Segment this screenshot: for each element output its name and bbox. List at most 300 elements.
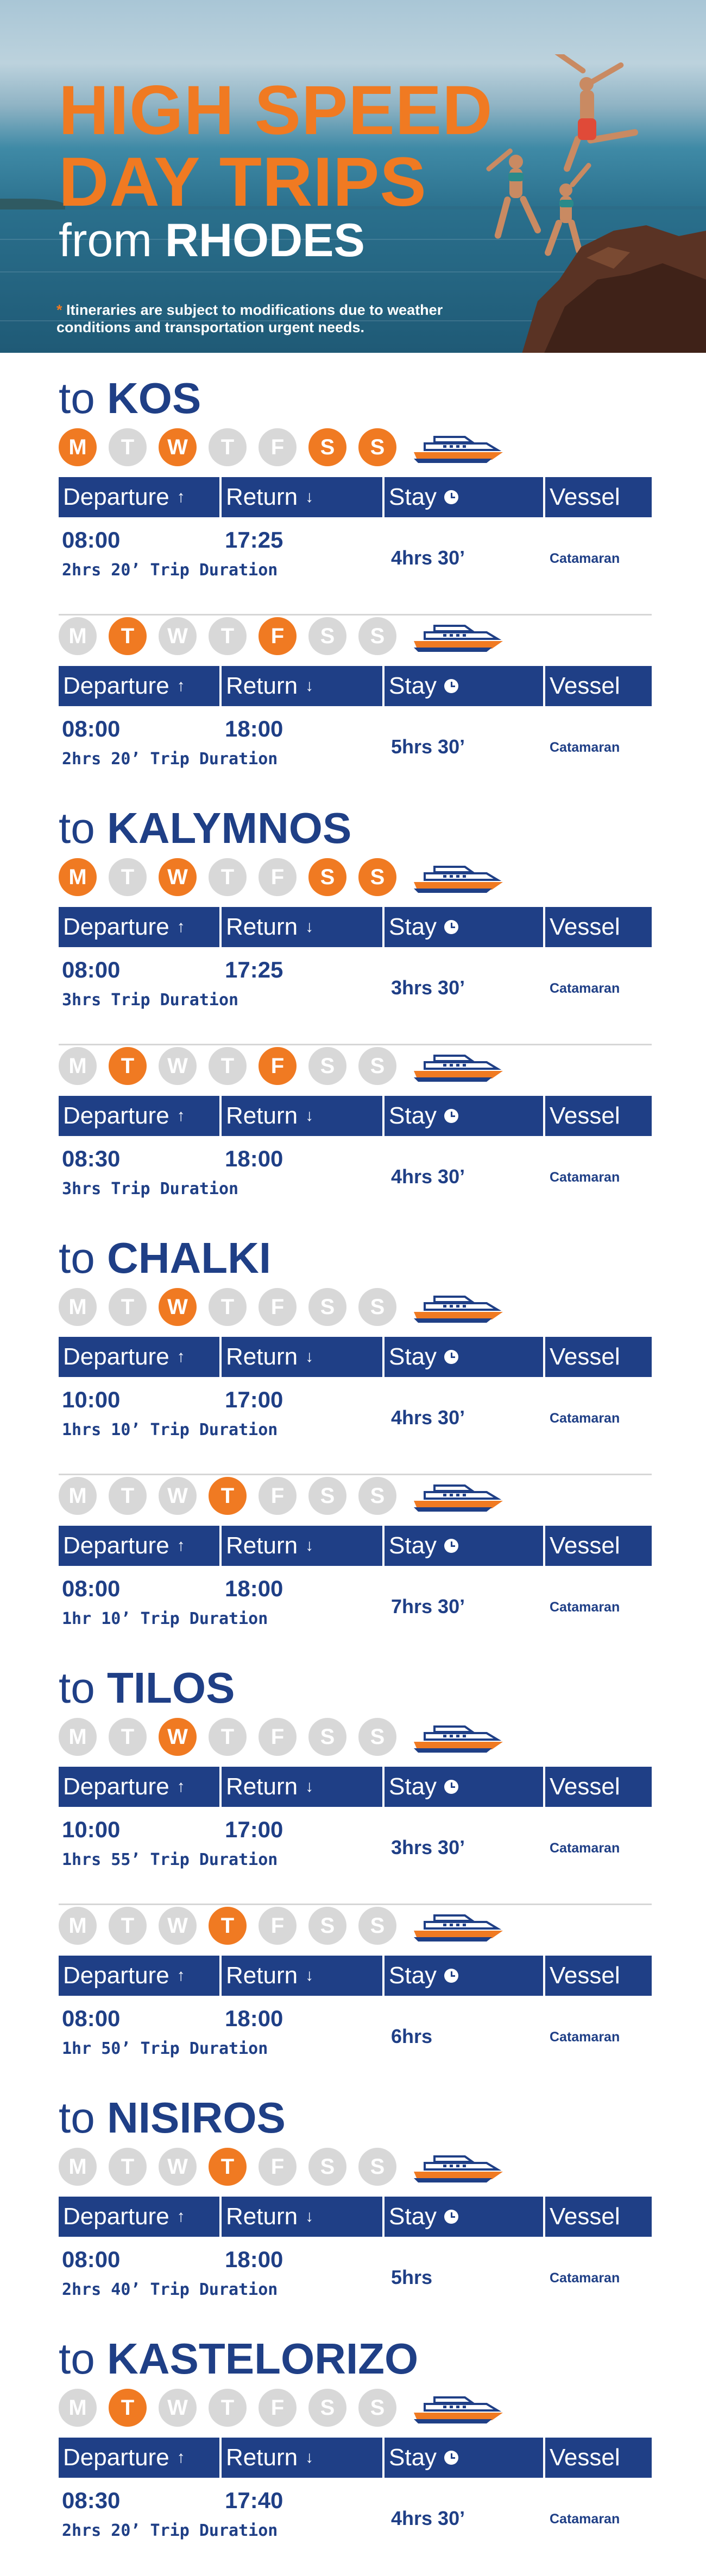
vessel-header xyxy=(545,477,652,517)
return-time: 18:00 xyxy=(225,1576,283,1601)
catamaran-icon xyxy=(411,1477,507,1515)
schedule-row xyxy=(59,1576,652,1635)
stay-duration: 3hrs 30’ xyxy=(391,1836,465,1858)
destination-prefix: to xyxy=(59,804,95,852)
hero-title-line1: HIGH SPEED xyxy=(59,72,493,149)
arrow-up-icon: ↑ xyxy=(177,918,185,936)
catamaran-icon xyxy=(411,428,507,466)
day-t-active: T xyxy=(209,1477,247,1515)
destination-name: KASTELORIZO xyxy=(106,2334,419,2383)
arrow-down-icon: ↓ xyxy=(305,1537,314,1555)
destination-section xyxy=(59,1234,652,1664)
day-f-inactive: F xyxy=(259,1477,297,1515)
return-header xyxy=(222,1767,384,1807)
return-label: Return xyxy=(226,1962,298,1989)
stay-header xyxy=(384,1956,545,1996)
day-t-active: T xyxy=(209,1907,247,1945)
stay-label: Stay xyxy=(389,1773,437,1800)
destination-section xyxy=(59,2335,652,2576)
day-s-inactive: S xyxy=(308,1477,346,1515)
departure-header xyxy=(59,2197,222,2237)
vessel-label: Vessel xyxy=(550,2203,620,2230)
weekday-selector xyxy=(59,1905,507,1946)
destination-title xyxy=(59,375,652,427)
departure-time: 08:00 xyxy=(62,2006,121,2031)
schedule-table-header xyxy=(59,1526,652,1566)
destination-name: KOS xyxy=(106,374,201,422)
clock-icon xyxy=(444,1350,458,1364)
trip-duration: 1hrs 55’ Trip Duration xyxy=(62,1850,278,1869)
day-m-active: M xyxy=(59,858,97,896)
day-t-inactive: T xyxy=(109,1477,147,1515)
vessel-type: Catamaran xyxy=(550,1600,620,1615)
trip-block xyxy=(59,1475,652,1664)
destination-prefix: to xyxy=(59,1234,95,1282)
schedule-table-header xyxy=(59,666,652,706)
day-m-inactive: M xyxy=(59,1477,97,1515)
vessel-label: Vessel xyxy=(550,913,620,940)
departure-label: Departure xyxy=(63,1962,169,1989)
day-t-active: T xyxy=(109,2389,147,2427)
stay-header xyxy=(384,2197,545,2237)
arrow-down-icon: ↓ xyxy=(305,1348,314,1366)
note-text: Itineraries are subject to modifications due to weather conditions and transportation urgent needs. xyxy=(56,302,443,335)
schedule-table-header xyxy=(59,2197,652,2237)
vessel-label: Vessel xyxy=(550,672,620,699)
vessel-header xyxy=(545,1767,652,1807)
vessel-type: Catamaran xyxy=(550,2270,620,2286)
schedule-row xyxy=(59,1387,652,1446)
day-w-inactive: W xyxy=(159,1047,197,1085)
day-w-inactive: W xyxy=(159,2389,197,2427)
vessel-type: Catamaran xyxy=(550,1411,620,1426)
stay-label: Stay xyxy=(389,1532,437,1559)
return-time: 17:00 xyxy=(225,1817,283,1842)
vessel-type: Catamaran xyxy=(550,2511,620,2527)
vessel-type: Catamaran xyxy=(550,1170,620,1185)
day-w-inactive: W xyxy=(159,1907,197,1945)
arrow-up-icon: ↑ xyxy=(177,2448,185,2466)
stay-duration: 6hrs xyxy=(391,2025,433,2047)
destination-name: CHALKI xyxy=(106,1234,272,1282)
clock-icon xyxy=(444,1969,458,1983)
stay-header xyxy=(384,1767,545,1807)
arrow-down-icon: ↓ xyxy=(305,488,314,506)
day-f-inactive: F xyxy=(259,1718,297,1756)
hero-subtitle-place: RHODES xyxy=(165,214,365,267)
stay-header xyxy=(384,477,545,517)
departure-header xyxy=(59,2438,222,2478)
schedule-row xyxy=(59,2006,652,2065)
catamaran-icon xyxy=(411,1907,507,1945)
day-t-inactive: T xyxy=(209,1288,247,1326)
stay-label: Stay xyxy=(389,1343,437,1370)
stay-label: Stay xyxy=(389,672,437,699)
arrow-up-icon: ↑ xyxy=(177,1537,185,1555)
day-t-inactive: T xyxy=(109,1907,147,1945)
stay-duration: 4hrs 30’ xyxy=(391,1165,465,1188)
day-w-active: W xyxy=(159,858,197,896)
return-header xyxy=(222,1956,384,1996)
vessel-type: Catamaran xyxy=(550,551,620,566)
departure-time: 08:30 xyxy=(62,1146,121,1171)
vessel-label: Vessel xyxy=(550,1773,620,1800)
destination-title xyxy=(59,1234,652,1286)
schedule-table-header xyxy=(59,2438,652,2478)
schedule-table-header xyxy=(59,1767,652,1807)
day-s-inactive: S xyxy=(358,1718,396,1756)
trip-block xyxy=(59,2387,652,2576)
stay-header xyxy=(384,666,545,706)
return-time: 18:00 xyxy=(225,2247,283,2272)
arrow-up-icon: ↑ xyxy=(177,488,185,506)
departure-label: Departure xyxy=(63,2444,169,2471)
trip-duration: 1hrs 10’ Trip Duration xyxy=(62,1420,278,1439)
trip-block xyxy=(59,856,652,1045)
departure-label: Departure xyxy=(63,1102,169,1129)
trip-block xyxy=(59,1286,652,1475)
stay-duration: 4hrs 30’ xyxy=(391,2507,465,2529)
departure-time: 10:00 xyxy=(62,1387,121,1412)
destination-title xyxy=(59,804,652,856)
departure-header xyxy=(59,666,222,706)
schedule-table-header xyxy=(59,907,652,947)
schedule-row xyxy=(59,2488,652,2547)
arrow-up-icon: ↑ xyxy=(177,2207,185,2225)
arrow-up-icon: ↑ xyxy=(177,1348,185,1366)
hero-subtitle xyxy=(59,214,365,267)
trip-duration: 3hrs Trip Duration xyxy=(62,1179,239,1198)
catamaran-icon xyxy=(411,1288,507,1326)
schedule-table-header xyxy=(59,477,652,517)
destination-section xyxy=(59,2094,652,2335)
hero-subtitle-from: from xyxy=(59,214,152,267)
vessel-header xyxy=(545,2197,652,2237)
day-m-active: M xyxy=(59,428,97,466)
catamaran-icon xyxy=(411,2148,507,2186)
destination-title xyxy=(59,2094,652,2146)
trip-duration: 1hr 10’ Trip Duration xyxy=(62,1609,268,1628)
weekday-selector xyxy=(59,2146,507,2187)
schedule-row xyxy=(59,2247,652,2306)
weekday-selector xyxy=(59,1716,507,1757)
day-f-inactive: F xyxy=(259,2148,297,2186)
day-t-inactive: T xyxy=(209,617,247,655)
day-t-active: T xyxy=(109,617,147,655)
day-t-inactive: T xyxy=(109,2148,147,2186)
arrow-down-icon: ↓ xyxy=(305,1778,314,1795)
day-s-inactive: S xyxy=(358,2389,396,2427)
stay-label: Stay xyxy=(389,2203,437,2230)
weekday-selector xyxy=(59,1286,507,1328)
departure-label: Departure xyxy=(63,913,169,940)
weekday-selector xyxy=(59,1045,507,1087)
schedule-row xyxy=(59,716,652,776)
day-t-inactive: T xyxy=(109,1288,147,1326)
stay-label: Stay xyxy=(389,1102,437,1129)
return-time: 18:00 xyxy=(225,716,283,741)
vessel-label: Vessel xyxy=(550,1532,620,1559)
return-header xyxy=(222,1096,384,1136)
day-t-inactive: T xyxy=(209,2389,247,2427)
day-s-inactive: S xyxy=(308,617,346,655)
trip-block xyxy=(59,427,652,616)
stay-header xyxy=(384,1526,545,1566)
return-label: Return xyxy=(226,484,298,510)
return-time: 17:00 xyxy=(225,1387,283,1412)
return-header xyxy=(222,666,384,706)
departure-label: Departure xyxy=(63,484,169,510)
clock-icon xyxy=(444,1780,458,1794)
trip-duration: 1hr 50’ Trip Duration xyxy=(62,2039,268,2058)
day-m-inactive: M xyxy=(59,2389,97,2427)
departure-time: 10:00 xyxy=(62,1817,121,1842)
vessel-label: Vessel xyxy=(550,484,620,510)
departure-time: 08:30 xyxy=(62,2488,121,2513)
hero-banner xyxy=(0,0,706,353)
departure-label: Departure xyxy=(63,1773,169,1800)
day-s-inactive: S xyxy=(358,1288,396,1326)
day-f-inactive: F xyxy=(259,1907,297,1945)
destination-section xyxy=(59,1664,652,2094)
destination-section xyxy=(59,375,652,804)
vessel-type: Catamaran xyxy=(550,740,620,755)
day-m-inactive: M xyxy=(59,1907,97,1945)
departure-time: 08:00 xyxy=(62,1576,121,1601)
day-m-inactive: M xyxy=(59,617,97,655)
stay-duration: 5hrs 30’ xyxy=(391,735,465,758)
day-f-inactive: F xyxy=(259,1288,297,1326)
day-s-inactive: S xyxy=(358,1047,396,1085)
departure-time: 08:00 xyxy=(62,957,121,982)
clock-icon xyxy=(444,2210,458,2224)
day-s-inactive: S xyxy=(308,2389,346,2427)
return-time: 17:40 xyxy=(225,2488,283,2513)
return-header xyxy=(222,1337,384,1377)
arrow-down-icon: ↓ xyxy=(305,2448,314,2466)
departure-header xyxy=(59,1767,222,1807)
note-asterisk: * xyxy=(56,302,62,318)
schedule-row xyxy=(59,1817,652,1876)
day-t-inactive: T xyxy=(209,858,247,896)
departure-time: 08:00 xyxy=(62,2247,121,2272)
day-w-active: W xyxy=(159,428,197,466)
trip-block xyxy=(59,1905,652,2094)
destination-prefix: to xyxy=(59,2093,95,2142)
weekday-selector xyxy=(59,616,507,657)
vessel-label: Vessel xyxy=(550,2444,620,2471)
destination-name: NISIROS xyxy=(106,2093,286,2142)
day-w-active: W xyxy=(159,1718,197,1756)
departure-header xyxy=(59,1526,222,1566)
rock-image xyxy=(521,214,706,353)
schedule-table-header xyxy=(59,1956,652,1996)
return-time: 18:00 xyxy=(225,2006,283,2031)
day-s-inactive: S xyxy=(358,1907,396,1945)
departure-label: Departure xyxy=(63,1343,169,1370)
vessel-type: Catamaran xyxy=(550,1841,620,1856)
trip-block xyxy=(59,2146,652,2335)
stay-label: Stay xyxy=(389,913,437,940)
day-w-inactive: W xyxy=(159,1477,197,1515)
vessel-header xyxy=(545,1526,652,1566)
return-label: Return xyxy=(226,2203,298,2230)
day-s-inactive: S xyxy=(308,2148,346,2186)
hero-title-line2: DAY TRIPS xyxy=(59,143,427,221)
clock-icon xyxy=(444,490,458,504)
stay-header xyxy=(384,907,545,947)
vessel-label: Vessel xyxy=(550,1962,620,1989)
return-label: Return xyxy=(226,2444,298,2471)
arrow-down-icon: ↓ xyxy=(305,1107,314,1125)
catamaran-icon xyxy=(411,1047,507,1085)
day-w-inactive: W xyxy=(159,617,197,655)
day-s-inactive: S xyxy=(358,617,396,655)
destination-name: KALYMNOS xyxy=(106,804,352,852)
stay-duration: 5hrs xyxy=(391,2266,433,2288)
vessel-header xyxy=(545,2438,652,2478)
arrow-up-icon: ↑ xyxy=(177,1966,185,1984)
day-w-inactive: W xyxy=(159,2148,197,2186)
return-time: 18:00 xyxy=(225,1146,283,1171)
weekday-selector xyxy=(59,427,507,468)
stay-label: Stay xyxy=(389,484,437,510)
trip-block xyxy=(59,1045,652,1234)
day-s-inactive: S xyxy=(308,1907,346,1945)
schedule-table-header xyxy=(59,1096,652,1136)
vessel-header xyxy=(545,1096,652,1136)
day-s-inactive: S xyxy=(308,1047,346,1085)
vessel-header xyxy=(545,1956,652,1996)
trip-duration: 2hrs 40’ Trip Duration xyxy=(62,2280,278,2299)
day-t-inactive: T xyxy=(109,858,147,896)
return-time: 17:25 xyxy=(225,957,283,982)
clock-icon xyxy=(444,679,458,693)
day-f-active: F xyxy=(259,1047,297,1085)
destination-prefix: to xyxy=(59,374,95,422)
trip-duration: 2hrs 20’ Trip Duration xyxy=(62,2521,278,2540)
vessel-type: Catamaran xyxy=(550,2029,620,2045)
return-time: 17:25 xyxy=(225,527,283,553)
weekday-selector xyxy=(59,1475,507,1517)
destination-prefix: to xyxy=(59,2334,95,2383)
catamaran-icon xyxy=(411,2389,507,2427)
day-s-inactive: S xyxy=(308,1288,346,1326)
schedule-list xyxy=(0,353,706,2576)
stay-label: Stay xyxy=(389,2444,437,2471)
day-t-inactive: T xyxy=(209,1047,247,1085)
vessel-header xyxy=(545,907,652,947)
arrow-down-icon: ↓ xyxy=(305,918,314,936)
day-t-inactive: T xyxy=(209,428,247,466)
vessel-label: Vessel xyxy=(550,1343,620,1370)
return-label: Return xyxy=(226,1773,298,1800)
weekday-selector xyxy=(59,856,507,898)
arrow-down-icon: ↓ xyxy=(305,2207,314,2225)
destination-title xyxy=(59,1664,652,1716)
destination-section xyxy=(59,804,652,1234)
stay-duration: 7hrs 30’ xyxy=(391,1595,465,1617)
return-header xyxy=(222,477,384,517)
trip-block xyxy=(59,616,652,804)
vessel-type: Catamaran xyxy=(550,981,620,996)
day-t-active: T xyxy=(209,2148,247,2186)
clock-icon xyxy=(444,2451,458,2465)
stay-header xyxy=(384,1096,545,1136)
stay-duration: 4hrs 30’ xyxy=(391,547,465,569)
day-s-inactive: S xyxy=(308,1718,346,1756)
day-m-inactive: M xyxy=(59,2148,97,2186)
catamaran-icon xyxy=(411,858,507,896)
day-s-active: S xyxy=(308,858,346,896)
destination-title xyxy=(59,2335,652,2387)
day-t-inactive: T xyxy=(209,1718,247,1756)
departure-time: 08:00 xyxy=(62,527,121,553)
day-f-active: F xyxy=(259,617,297,655)
trip-duration: 2hrs 20’ Trip Duration xyxy=(62,561,278,580)
schedule-row xyxy=(59,527,652,587)
swim-shorts xyxy=(578,118,596,140)
departure-label: Departure xyxy=(63,2203,169,2230)
day-s-inactive: S xyxy=(358,2148,396,2186)
return-header xyxy=(222,2197,384,2237)
island-silhouette xyxy=(0,199,65,210)
stay-duration: 3hrs 30’ xyxy=(391,976,465,999)
day-m-inactive: M xyxy=(59,1718,97,1756)
day-t-active: T xyxy=(109,1047,147,1085)
arrow-up-icon: ↑ xyxy=(177,677,185,695)
day-f-inactive: F xyxy=(259,858,297,896)
destination-name: TILOS xyxy=(106,1664,235,1712)
clock-icon xyxy=(444,1539,458,1553)
catamaran-icon xyxy=(411,617,507,655)
day-m-inactive: M xyxy=(59,1288,97,1326)
departure-label: Departure xyxy=(63,672,169,699)
stay-header xyxy=(384,1337,545,1377)
day-f-inactive: F xyxy=(259,2389,297,2427)
day-s-active: S xyxy=(358,858,396,896)
trip-duration: 3hrs Trip Duration xyxy=(62,991,239,1010)
stay-header xyxy=(384,2438,545,2478)
vessel-label: Vessel xyxy=(550,1102,620,1129)
stay-label: Stay xyxy=(389,1962,437,1989)
day-f-inactive: F xyxy=(259,428,297,466)
return-label: Return xyxy=(226,913,298,940)
day-m-inactive: M xyxy=(59,1047,97,1085)
clock-icon xyxy=(444,1109,458,1123)
departure-header xyxy=(59,1096,222,1136)
return-label: Return xyxy=(226,1532,298,1559)
day-s-active: S xyxy=(308,428,346,466)
arrow-down-icon: ↓ xyxy=(305,1966,314,1984)
catamaran-icon xyxy=(411,1718,507,1756)
return-header xyxy=(222,1526,384,1566)
departure-time: 08:00 xyxy=(62,716,121,741)
schedule-row xyxy=(59,1146,652,1205)
day-t-inactive: T xyxy=(109,1718,147,1756)
return-label: Return xyxy=(226,1102,298,1129)
day-w-active: W xyxy=(159,1288,197,1326)
weekday-selector xyxy=(59,2387,507,2428)
return-label: Return xyxy=(226,1343,298,1370)
departure-header xyxy=(59,477,222,517)
departure-header xyxy=(59,1956,222,1996)
return-header xyxy=(222,2438,384,2478)
departure-header xyxy=(59,1337,222,1377)
return-header xyxy=(222,907,384,947)
arrow-down-icon: ↓ xyxy=(305,677,314,695)
arrow-up-icon: ↑ xyxy=(177,1778,185,1795)
